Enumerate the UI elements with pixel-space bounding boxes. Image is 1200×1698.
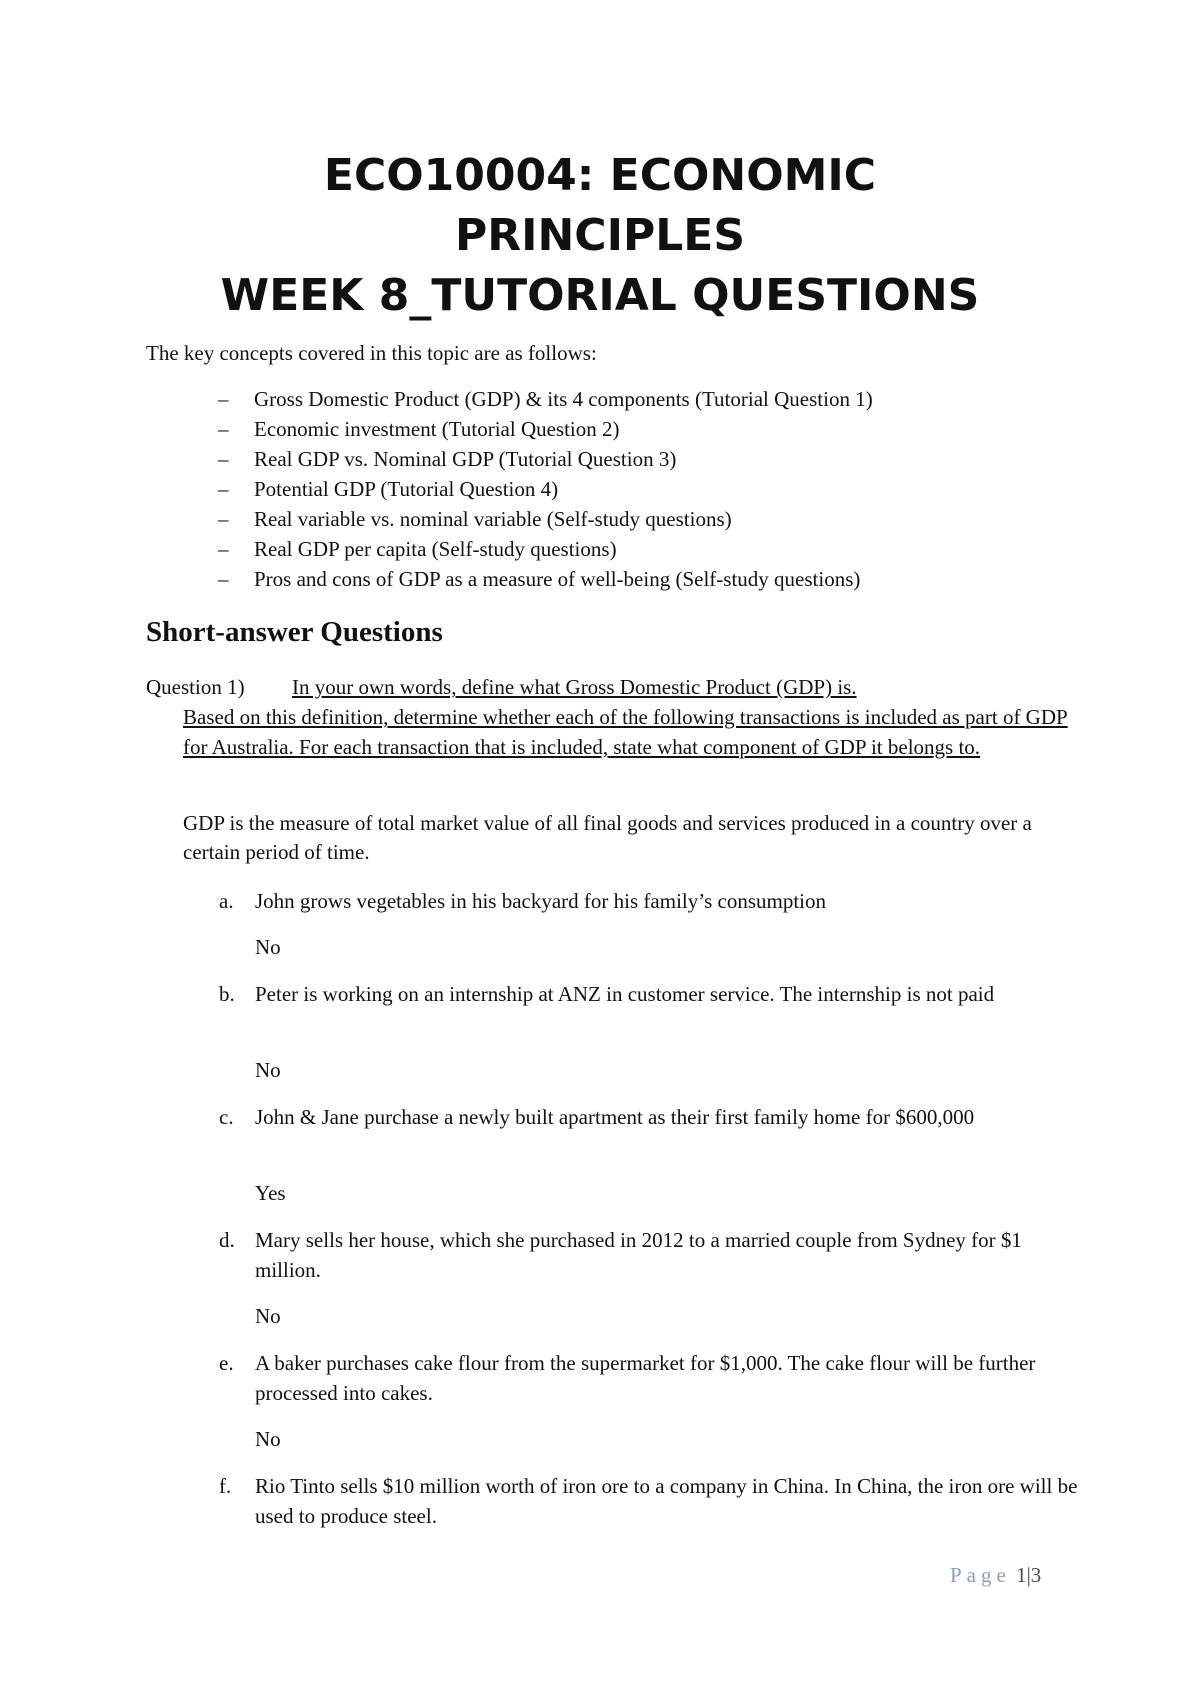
concept-text: Real GDP per capita (Self-study questions) xyxy=(254,537,617,561)
title-line-3: WEEK 8_TUTORIAL QUESTIONS xyxy=(220,270,980,321)
concept-text: Gross Domestic Product (GDP) & its 4 components (Tutorial Question 1) xyxy=(254,387,873,411)
dash-bullet: – xyxy=(218,447,229,471)
item-answer-d: No xyxy=(255,1304,281,1328)
item-letter: d. xyxy=(219,1228,235,1252)
title-line-1: ECO10004: ECONOMIC xyxy=(323,150,877,201)
item-text: Mary sells her house, which she purchased in 2012 to a married couple from Sydney for $1 million. xyxy=(255,1228,1022,1282)
item-letter: b. xyxy=(219,982,235,1006)
concept-item xyxy=(146,444,1086,474)
item-letter: c. xyxy=(219,1105,234,1129)
document-title xyxy=(0,146,1200,326)
dash-bullet: – xyxy=(218,417,229,441)
item-letter: f. xyxy=(219,1474,232,1498)
dash-bullet: – xyxy=(218,477,229,501)
item-text: John grows vegetables in his backyard for his family’s consumption xyxy=(255,889,826,913)
concept-text: Economic investment (Tutorial Question 2) xyxy=(254,417,620,441)
concept-item xyxy=(146,474,1086,504)
page-footer xyxy=(950,1560,1041,1590)
dash-bullet: – xyxy=(218,387,229,411)
gdp-definition-answer: GDP is the measure of total market value of all final goods and services produced in a country over a certain period of time. xyxy=(183,811,1032,864)
title-line-2: PRINCIPLES xyxy=(454,210,746,261)
concept-text: Real GDP vs. Nominal GDP (Tutorial Question 3) xyxy=(254,447,677,471)
concept-item xyxy=(146,414,1086,444)
item-text: A baker purchases cake flour from the supermarket for $1,000. The cake flour will be further processed into cakes. xyxy=(255,1351,1036,1405)
concept-item xyxy=(146,504,1086,534)
item-answer-a: No xyxy=(255,935,281,959)
page-separator: | xyxy=(1026,1563,1031,1587)
concept-item xyxy=(146,534,1086,564)
section-heading: Short-answer Questions xyxy=(146,616,443,648)
item-letter: e. xyxy=(219,1351,234,1375)
intro-text: The key concepts covered in this topic are as follows: xyxy=(146,341,597,365)
concept-item xyxy=(146,564,1086,594)
page-number: 1 xyxy=(1016,1563,1027,1587)
concept-text: Potential GDP (Tutorial Question 4) xyxy=(254,477,559,501)
total-pages: 3 xyxy=(1030,1563,1042,1587)
item-answer-e: No xyxy=(255,1427,281,1451)
item-text: Rio Tinto sells $10 million worth of iron ore to a company in China. In China, the iron ore will be used to produce steel. xyxy=(255,1474,1078,1528)
question-prompt-continued: Based on this definition, determine whether each of the following transactions is included as part of GDP for Australia. For each transaction that is included, state what component of GDP it belongs to. xyxy=(183,705,1068,759)
item-answer-b: No xyxy=(255,1058,281,1082)
page-word: Page xyxy=(950,1563,1011,1587)
item-text: Peter is working on an internship at ANZ in customer service. The internship is not paid xyxy=(255,982,995,1006)
dash-bullet: – xyxy=(218,507,229,531)
key-concepts-list xyxy=(146,384,1086,594)
dash-bullet: – xyxy=(218,567,229,591)
question-prompt-first-line: In your own words, define what Gross Domestic Product (GDP) is. xyxy=(292,675,857,699)
concept-text: Real variable vs. nominal variable (Self-study questions) xyxy=(254,507,732,531)
item-answer-c: Yes xyxy=(255,1181,286,1205)
concept-text: Pros and cons of GDP as a measure of well-being (Self-study questions) xyxy=(254,567,861,591)
question-label: Question 1) xyxy=(146,675,245,699)
item-text: John & Jane purchase a newly built apartment as their first family home for $600,000 xyxy=(255,1105,975,1129)
item-letter: a. xyxy=(219,889,234,913)
concept-item xyxy=(146,384,1086,414)
dash-bullet: – xyxy=(218,537,229,561)
